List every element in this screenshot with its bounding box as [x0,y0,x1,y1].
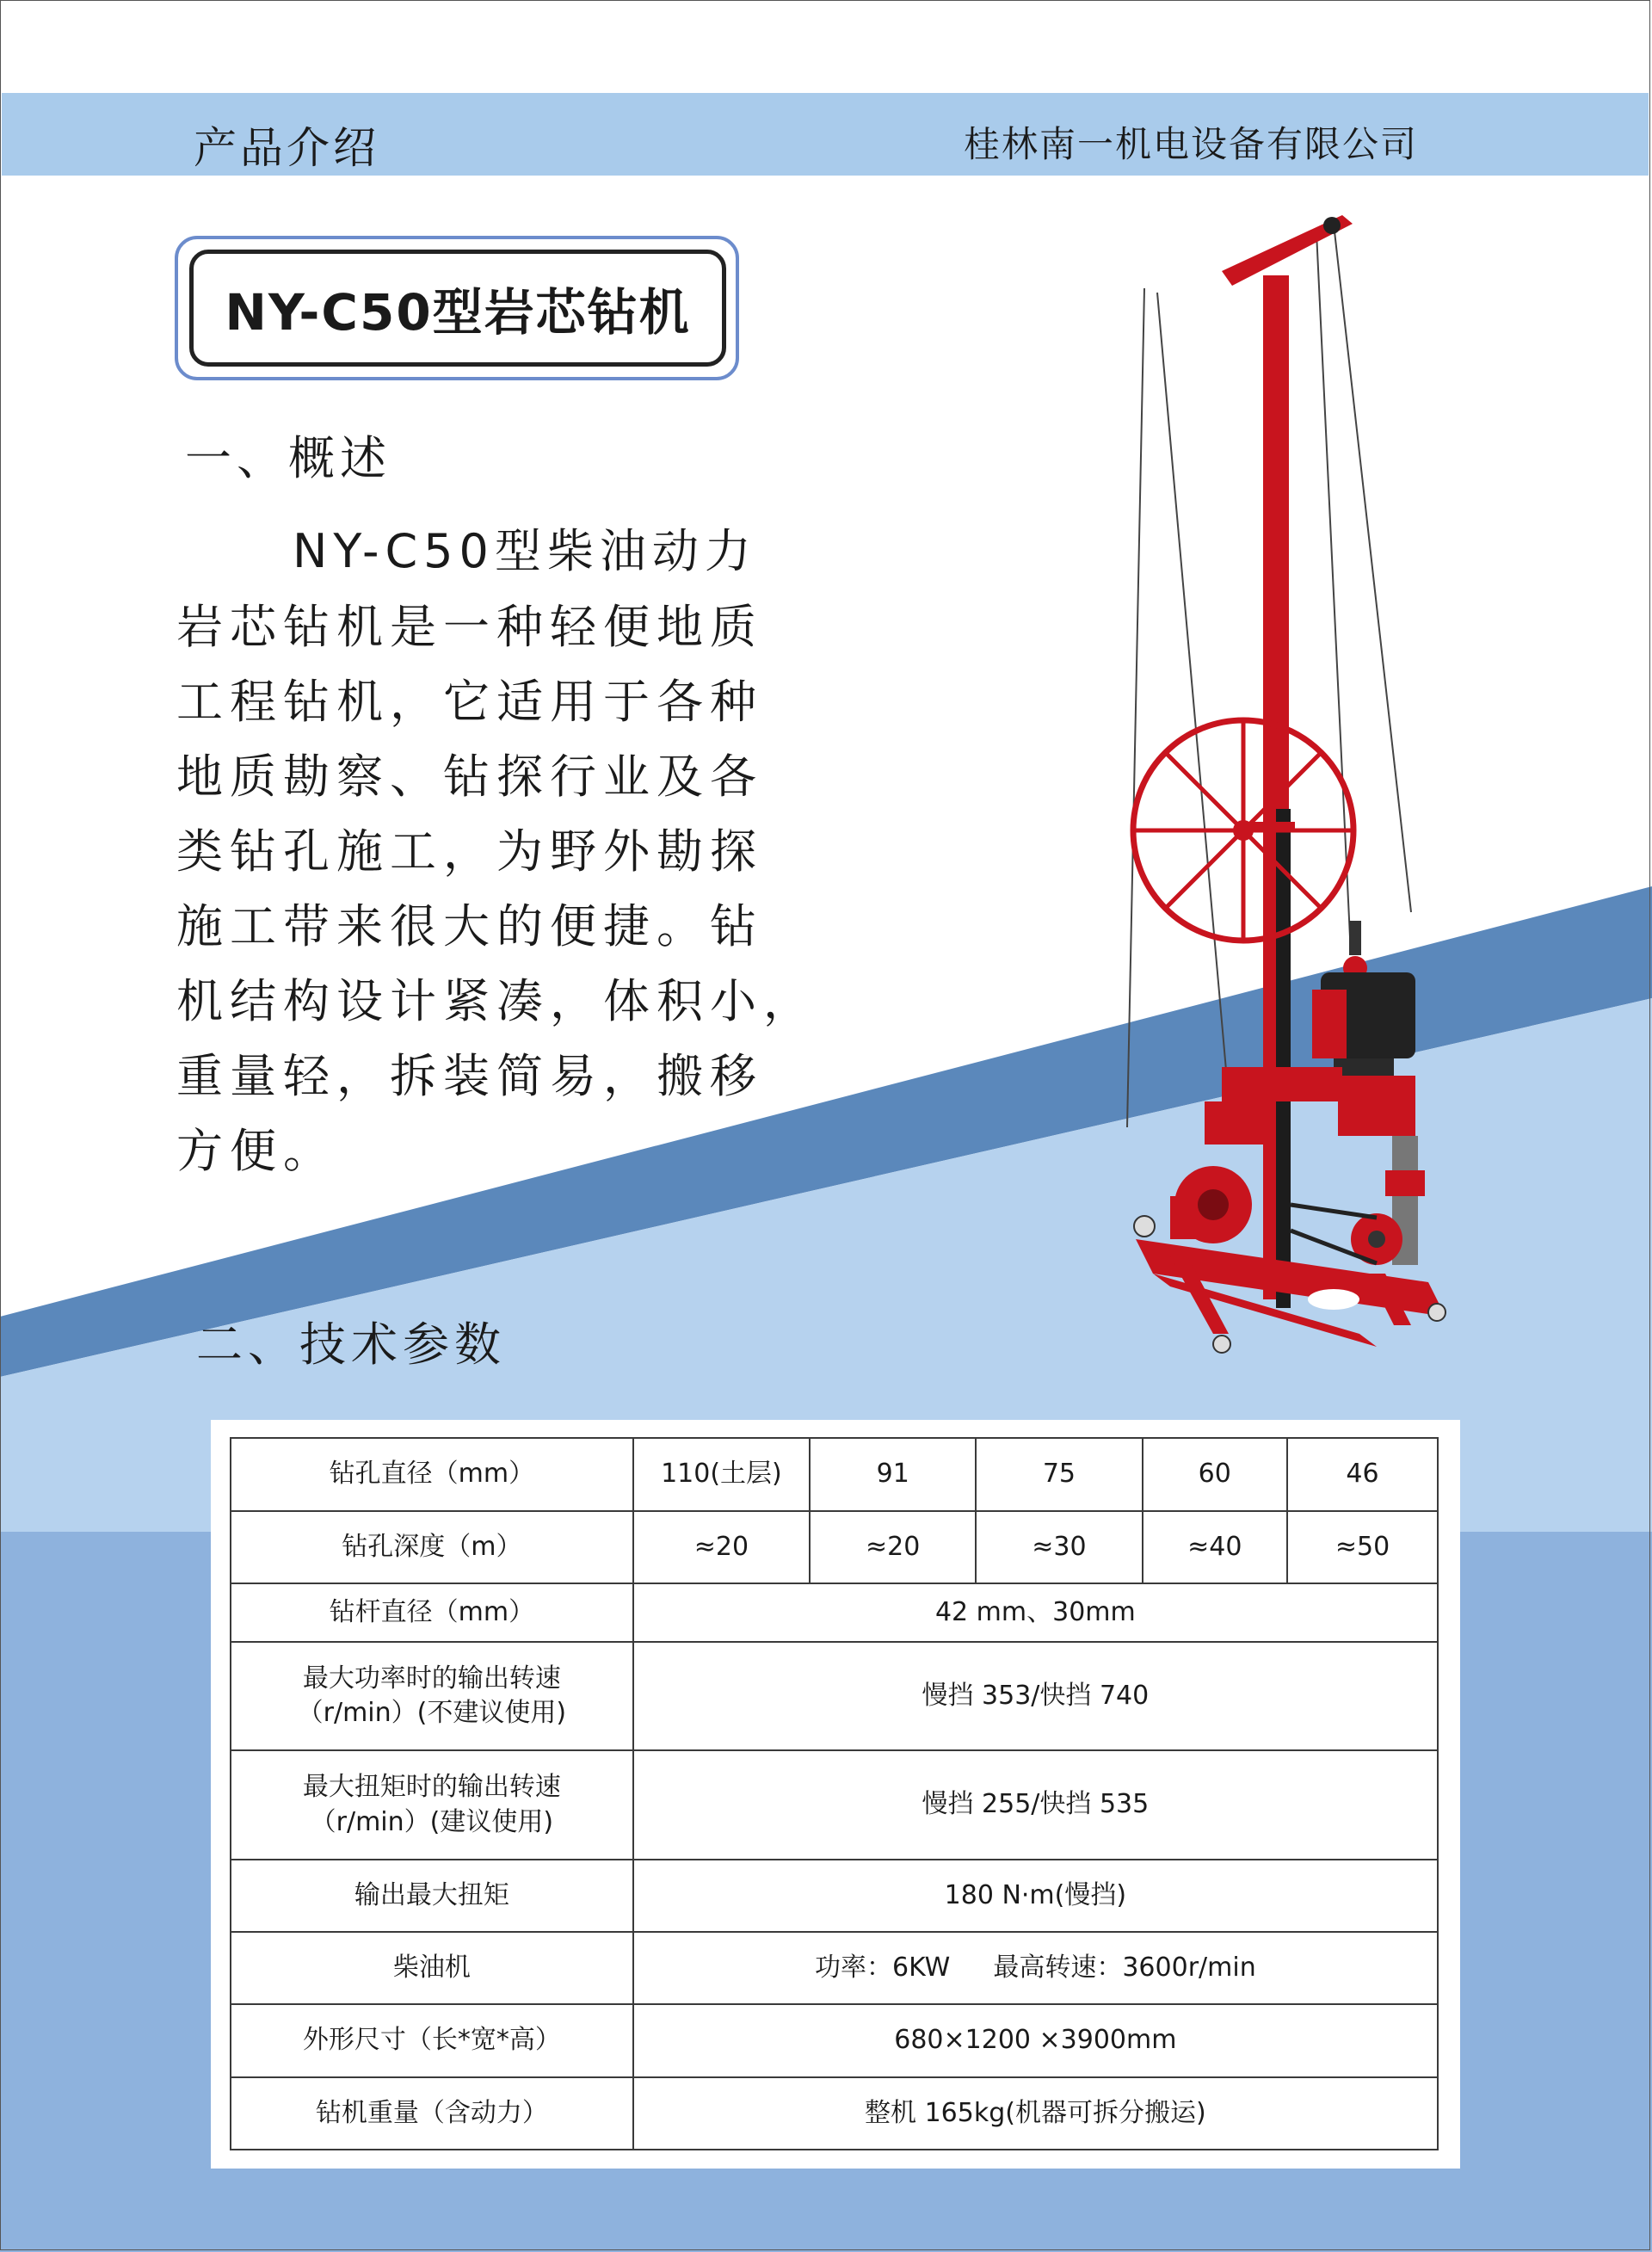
spec-label [231,1750,633,1860]
header-title: 产品介绍 [194,123,379,173]
spec-value: 180 N·m(慢挡) [633,1860,1438,1932]
spec-label: 钻孔直径（mm） [231,1438,633,1511]
spec-value: ≈20 [633,1511,810,1583]
description-line: 施工带来很大的便捷。钻 [176,899,763,953]
engine-power: 功率：6KW [814,1952,951,1983]
spec-value: 整机 165kg(机器可拆分搬运) [633,2077,1438,2150]
specs-table [230,1437,1439,2150]
table-row [231,2004,1438,2077]
spec-label: 钻杆直径（mm） [231,1583,633,1642]
spec-value: ≈20 [810,1511,976,1583]
spec-value: 慢挡 353/快挡 740 [633,1642,1438,1750]
table-row [231,2077,1438,2150]
spec-label-line: （r/min）(建议使用) [310,1806,554,1837]
spec-value: 60 [1143,1438,1288,1511]
title-frame-inner [189,250,726,367]
table-row [231,1932,1438,2004]
spec-label-line: 最大扭矩时的输出转速 [302,1772,561,1802]
spec-value: ≈50 [1287,1511,1438,1583]
section-heading-specs: 二、技术参数 [196,1317,506,1372]
table-row [231,1860,1438,1932]
engine-max-speed: 最高转速：3600r/min [993,1952,1256,1983]
spec-value: 680×1200 ×3900mm [633,2004,1438,2077]
description-line: 岩芯钻机是一种轻便地质 [176,600,763,654]
table-row [231,1438,1438,1511]
description-line: 类钻孔施工，为野外勘探 [176,824,763,879]
company-name: 桂林南一机电设备有限公司 [964,123,1419,165]
spec-value: 42 mm、30mm [633,1583,1438,1642]
description-line: 地质勘察、钻探行业及各 [176,750,763,804]
table-row [231,1750,1438,1860]
spec-label: 钻机重量（含动力） [231,2077,633,2150]
spec-value: 91 [810,1438,976,1511]
spec-label-line: 最大功率时的输出转速 [302,1663,561,1694]
spec-label [231,1642,633,1750]
description-line: NY-C50型柴油动力 [293,524,757,578]
spec-value: ≈30 [976,1511,1142,1583]
table-row [231,1583,1438,1642]
description-line: 方便。 [176,1124,336,1178]
section-heading-overview: 一、概述 [185,431,391,485]
spec-value: 慢挡 255/快挡 535 [633,1750,1438,1860]
table-row [231,1642,1438,1750]
spec-label: 钻孔深度（m） [231,1511,633,1583]
table-row [231,1511,1438,1583]
description-line: 机结构设计紧凑，体积小， [176,974,817,1028]
drilling-rig-illustration [1119,207,1480,1360]
description-line: 重量轻，拆装简易，搬移 [176,1049,763,1103]
product-title: NY-C50型岩芯钻机 [225,283,691,342]
spec-value: 110(土层) [633,1438,810,1511]
spec-value [633,1932,1438,2004]
spec-label-line: （r/min）(不建议使用) [297,1698,567,1728]
spec-value: ≈40 [1143,1511,1288,1583]
spec-label: 柴油机 [231,1932,633,2004]
spec-value: 46 [1287,1438,1438,1511]
description-line: 工程钻机，它适用于各种 [176,675,763,729]
spec-label: 输出最大扭矩 [231,1860,633,1932]
spec-label: 外形尺寸（长*宽*高） [231,2004,633,2077]
spec-value: 75 [976,1438,1142,1511]
